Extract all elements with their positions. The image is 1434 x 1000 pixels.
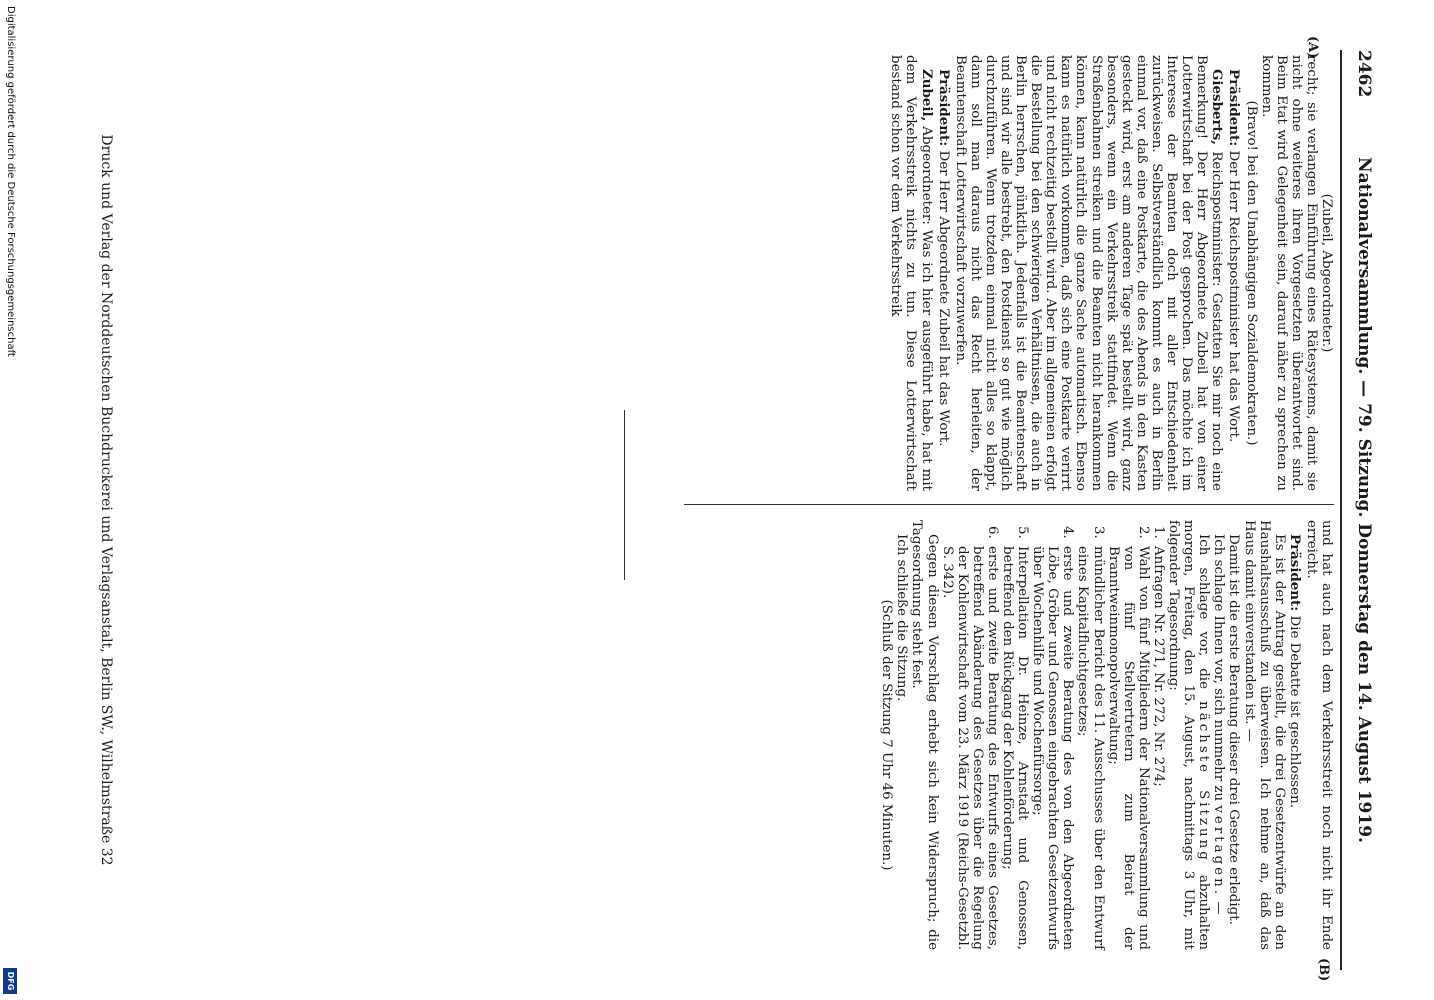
paragraph: Damit ist die erste Beratung dieser drei Gesetze erledigt. bbox=[1226, 534, 1242, 925]
margin-marker-a: (A) bbox=[1305, 36, 1320, 59]
paragraph: Es ist der Antrag gestellt, die drei Gesetzentwürfe an den Haushaltsausschuß zu überweisen. Ich nehme an, daß das Haus damit einverstanden ist. — bbox=[1241, 520, 1287, 950]
speaker-name: Präsident: bbox=[1226, 69, 1243, 147]
speaker-name: Zubeil, bbox=[918, 69, 935, 122]
text-run: Ich schlage Ihnen vor, sich nunmehr zu bbox=[1211, 534, 1227, 802]
agenda-text: mündlicher Bericht des 11. Ausschusses über den Entwurf eines Kapitalfluchtgesetzes; bbox=[1075, 546, 1106, 950]
agenda-item bbox=[1075, 520, 1105, 950]
agenda-number: 5. bbox=[1015, 526, 1031, 539]
speaker-name: Giesberts, bbox=[1209, 69, 1226, 145]
agenda-number: 6. bbox=[984, 526, 1000, 539]
session-close-note: (Schluß der Sitzung 7 Uhr 46 Minuten.) bbox=[879, 599, 895, 871]
agenda-item bbox=[940, 520, 1000, 950]
agenda-text: Anfragen Nr. 271, Nr. 272, Nr. 274; bbox=[1150, 546, 1166, 787]
emphasis-text: vertagen. bbox=[1211, 805, 1227, 897]
speech-text: Die Debatte ist geschlossen. bbox=[1286, 615, 1302, 808]
agenda-item bbox=[1151, 520, 1166, 950]
column-divider bbox=[684, 504, 1334, 505]
agenda-list bbox=[940, 520, 1166, 950]
speech-paragraph bbox=[936, 55, 951, 491]
speaker-name: Präsident: bbox=[1286, 534, 1303, 612]
speech-paragraph bbox=[1287, 520, 1302, 950]
paragraph: Gegen diesen Vorschlag erhebt sich kein Widerspruch; die Tagesordnung steht fest. bbox=[909, 520, 940, 950]
agenda-item bbox=[1000, 520, 1030, 950]
agenda-number: 1. bbox=[1150, 526, 1166, 539]
speech-text: Der Herr Reichspostminister hat das Wort. bbox=[1226, 150, 1242, 443]
agenda-text: erste und zweite Beratung des von den Abgeordneten Löbe, Gröber und Genossen eingebrachten Gesetzentwurfs über Wochenhilfe und Wochenfürsorge; bbox=[1030, 546, 1076, 950]
page-number: 2462 bbox=[1354, 50, 1374, 98]
speech-text: Reichspostminister: Gestatten Sie mir noch eine Bemerkung! Der Herr Abgeordnete Zubeil hat von einer Lotterwirtschaft bei der Post gesprochen. Das möchte ich im Interesse der Beamten doch mit aller Entschiedenheit zurückweisen. Selbstverständlich kommt es auch in Berlin einmal vor, daß eine Postkarte, die des Abends in den Kasten gesteckt wird, erst am anderen Tage spät bestellt wird, ganz besonders, wenn ein Verkehrsstreik stattfindet. Wenn die Straßenbahnen streiken und die Beamten nicht herankommen können, kann natürlich die ganze Sache automatisch. Ebenso kann es natürlich vorkommen, daß sich eine Postkarte verirrt und nicht rechtzeitig bestellt wird. Aber im allgemeinen erfolgt die Bestellung bei den schwierigen Verhältnissen, die auch in Berlin herrschen, pünktlich. Jedenfalls ist die Beamtenschaft und sind wir alle bestrebt, den Postdienst so gut wie möglich durchzuführen. Wenn trotzdem einmal nicht alles so klappt, dann soll man daraus nicht das Recht herleiten, der Beamtenschaft Lotterwirtschaft vorzuwerfen. bbox=[952, 55, 1225, 491]
speaker-continuation: (Zubeil, Abgeordneter.) bbox=[1319, 193, 1334, 353]
paragraph bbox=[1211, 520, 1226, 950]
agenda-number: 4. bbox=[1060, 526, 1076, 539]
speech-text: Der Herr Abgeordnete Zubeil hat das Wort. bbox=[935, 150, 951, 447]
right-column bbox=[879, 520, 1334, 950]
paragraph: recht; sie verlangen Einführung eines Rätesystems, damit sie nicht ohne weiteres ihren Vorgesetzten überantwortet sind. Beim Etat wird Gelegenheit sein, darauf näher zu sprechen zu kommen. bbox=[1258, 55, 1319, 491]
paragraph bbox=[1166, 520, 1211, 950]
footer-rule bbox=[624, 410, 625, 580]
text-run: abzuhalten morgen, Freitag, den 15. August, nachmittags 3 Uhr, mit folgender Tagesordnung: bbox=[1166, 520, 1212, 950]
printer-imprint: Druck und Verlag der Norddeutschen Buchdruckerei und Verlagsanstalt, Berlin SW., Wilhelmstraße 32 bbox=[98, 134, 114, 866]
header-rule bbox=[1340, 50, 1342, 970]
digitization-text: Digitalisierung gefördert durch die Deutsche Forschungsgemeinschaft bbox=[5, 6, 16, 357]
left-column bbox=[888, 55, 1334, 491]
speech-paragraph bbox=[953, 55, 1225, 491]
interjection: (Bravo! bei den Unabhängigen Sozialdemokraten.) bbox=[1243, 100, 1259, 446]
text-run: Ich schlage vor, die bbox=[1196, 534, 1212, 690]
digitization-note bbox=[0, 0, 20, 1000]
paragraph: Ich schließe die Sitzung. bbox=[894, 534, 910, 702]
speech-paragraph bbox=[1226, 55, 1241, 491]
dash: — bbox=[1211, 901, 1227, 915]
agenda-item bbox=[1106, 520, 1151, 950]
page-header bbox=[1344, 50, 1380, 950]
page-title: Nationalversammlung. — 79. Sitzung. Donnerstag den 14. August 1919. bbox=[1354, 157, 1374, 843]
margin-marker-b: (B) bbox=[1316, 958, 1331, 982]
dfg-logo-icon: DFG bbox=[3, 968, 17, 994]
agenda-item bbox=[1030, 520, 1075, 950]
speaker-name: Präsident: bbox=[935, 69, 952, 147]
speech-text: Abgeordneter: Was ich hier ausgeführt habe, hat mit dem Verkehrsstreik nichts zu tun. Diese Lotterwirtschaft bestand schon vor dem Verkehrsstreik bbox=[888, 55, 934, 491]
agenda-text: Wahl von fünf Mitgliedern der Nationalversammlung und von fünf Stellvertretern zum Beirat der Branntweinmonopolverwaltung; bbox=[1105, 546, 1151, 950]
agenda-text: erste und zweite Beratung des Entwurfs eines Gesetzes, betreffend Abänderung des Gesetzes über die Regelung der Kohlenwirtschaft vom 23. März 1919 (Reichs-Gesetzbl. S. 342). bbox=[939, 546, 1000, 950]
paragraph: und hat auch nach dem Verkehrsstreit noch nicht ihr Ende erreicht. bbox=[1303, 520, 1334, 950]
agenda-number: 2. bbox=[1135, 526, 1151, 539]
emphasis-text: nächste Sitzung bbox=[1196, 701, 1212, 863]
agenda-text: Interpellation Dr. Heinze, Arnstadt und Genossen, betreffend den Rückgang der Kohlenförderung; bbox=[1000, 546, 1031, 950]
agenda-number: 3. bbox=[1090, 526, 1106, 539]
speech-paragraph bbox=[888, 55, 933, 491]
